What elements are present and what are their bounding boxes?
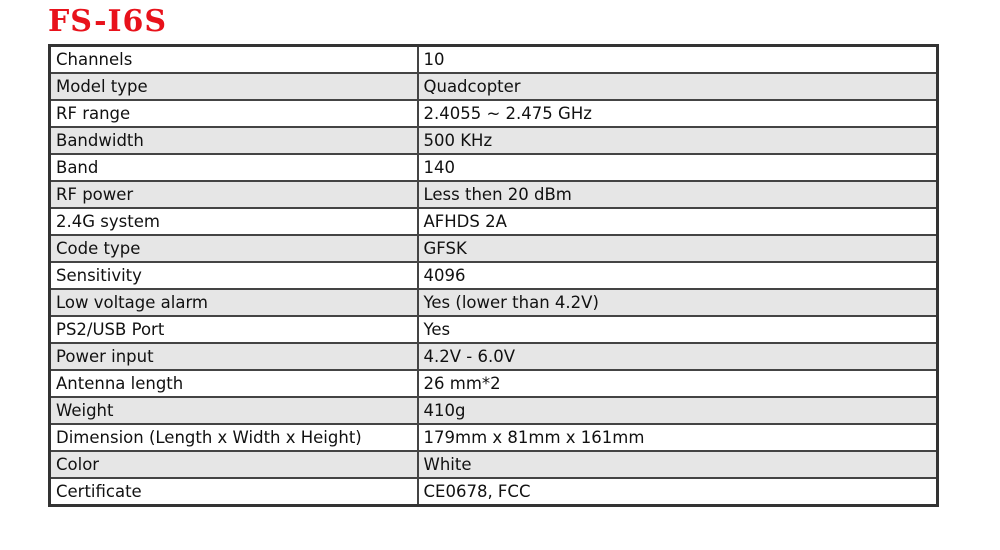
table-row (50, 73, 938, 100)
spec-table-body (50, 46, 938, 506)
table-row (50, 397, 938, 424)
table-row (50, 46, 938, 74)
spec-label-cell: RF range (50, 100, 418, 127)
table-row (50, 289, 938, 316)
spec-value-cell: 2.4055 ~ 2.475 GHz (418, 100, 938, 127)
table-row (50, 208, 938, 235)
spec-value-cell: Yes (418, 316, 938, 343)
spec-value-cell: 10 (418, 46, 938, 74)
spec-value-cell: 500 KHz (418, 127, 938, 154)
spec-label-cell: Sensitivity (50, 262, 418, 289)
spec-label-cell: Model type (50, 73, 418, 100)
spec-label-cell: PS2/USB Port (50, 316, 418, 343)
spec-label-cell: Color (50, 451, 418, 478)
spec-value-cell: AFHDS 2A (418, 208, 938, 235)
spec-label-cell: Weight (50, 397, 418, 424)
spec-label-cell: Certificate (50, 478, 418, 506)
table-row (50, 424, 938, 451)
table-row (50, 181, 938, 208)
table-row (50, 100, 938, 127)
spec-value-cell: 140 (418, 154, 938, 181)
spec-label-cell: Code type (50, 235, 418, 262)
table-row (50, 478, 938, 506)
spec-value-cell: Quadcopter (418, 73, 938, 100)
table-row (50, 262, 938, 289)
spec-label-cell: 2.4G system (50, 208, 418, 235)
spec-value-cell: 4.2V - 6.0V (418, 343, 938, 370)
spec-label-cell: Band (50, 154, 418, 181)
spec-value-cell: Less then 20 dBm (418, 181, 938, 208)
spec-label-cell: Channels (50, 46, 418, 74)
table-row (50, 451, 938, 478)
table-row (50, 343, 938, 370)
spec-value-cell: 410g (418, 397, 938, 424)
table-row (50, 154, 938, 181)
spec-label-cell: Antenna length (50, 370, 418, 397)
spec-label-cell: RF power (50, 181, 418, 208)
table-row (50, 235, 938, 262)
spec-label-cell: Power input (50, 343, 418, 370)
spec-value-cell: 179mm x 81mm x 161mm (418, 424, 938, 451)
spec-table (48, 44, 939, 507)
spec-label-cell: Dimension (Length x Width x Height) (50, 424, 418, 451)
spec-value-cell: 4096 (418, 262, 938, 289)
page-title: FS-I6S (48, 4, 168, 39)
table-row (50, 316, 938, 343)
table-row (50, 127, 938, 154)
spec-value-cell: GFSK (418, 235, 938, 262)
spec-label-cell: Bandwidth (50, 127, 418, 154)
spec-value-cell: Yes (lower than 4.2V) (418, 289, 938, 316)
spec-value-cell: White (418, 451, 938, 478)
table-row (50, 370, 938, 397)
spec-label-cell: Low voltage alarm (50, 289, 418, 316)
spec-value-cell: CE0678, FCC (418, 478, 938, 506)
spec-value-cell: 26 mm*2 (418, 370, 938, 397)
